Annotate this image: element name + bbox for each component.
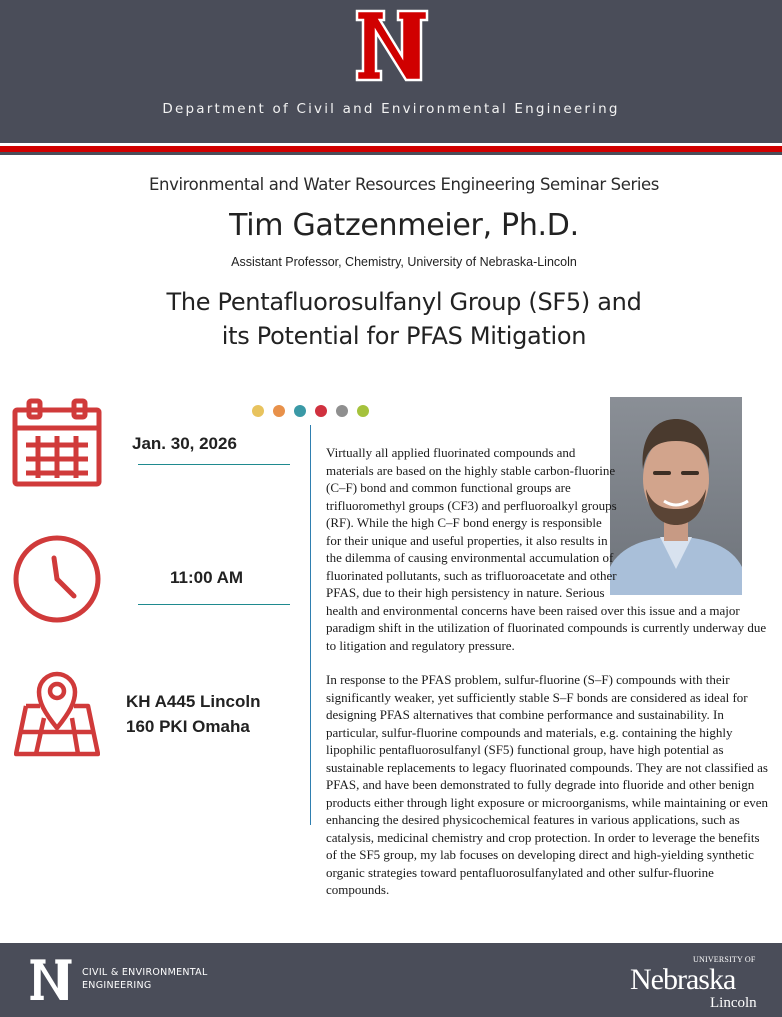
unl-wordmark <box>630 953 770 1013</box>
dot-grey <box>336 405 348 417</box>
time-underline <box>138 604 290 605</box>
vertical-divider <box>310 425 311 825</box>
calendar-icon <box>12 398 102 488</box>
speaker-name: Tim Gatzenmeier, Ph.D. <box>229 208 579 243</box>
nebraska-n-logo-icon <box>354 8 430 84</box>
unl-nebraska: Nebraska <box>630 963 736 996</box>
footer-banner <box>0 943 782 1017</box>
clock-icon <box>12 534 102 624</box>
unl-university-of: UNIVERSITY OF <box>693 955 756 964</box>
talk-title-line-2: its Potential for PFAS Mitigation <box>221 322 587 350</box>
unl-lincoln: Lincoln <box>710 995 757 1011</box>
date-underline <box>138 464 290 465</box>
dot-teal <box>294 405 306 417</box>
event-time: 11:00 AM <box>170 568 244 587</box>
footer-dept-line-2: ENGINEERING <box>82 979 152 991</box>
event-date: Jan. 30, 2026 <box>132 434 237 453</box>
grey-divider <box>0 152 782 155</box>
event-location <box>126 689 260 739</box>
dot-green <box>357 405 369 417</box>
abstract-paragraph-1: Virtually all applied fluorinated compounds and materials are based on the highly stable carbon-fluorine (C–F) bond and common functional groups are trifluoromethyl groups (CF3) and perfluoroalkyl groups (RF). While the high C–F bond energy is responsible for their unique and useful properties, it also results in the dilemma of causing environmental accumulation of fluorinated pollutants, such as trifluoroacetate and other PFAS, due to their high persistency in nature. Serious health and environmental concerns have been raised over this issue and a major paradigm shift in the utilization of fluorinated compounds is currently underway due to litigation and regulatory pressure. <box>326 445 767 653</box>
header-banner <box>0 0 782 143</box>
footer-department <box>82 967 208 992</box>
location-lincoln: KH A445 Lincoln <box>126 692 261 711</box>
talk-title <box>0 285 782 353</box>
seminar-series: Environmental and Water Resources Engineering Seminar Series <box>149 175 659 194</box>
speaker-affiliation: Assistant Professor, Chemistry, University of Nebraska-Lincoln <box>231 255 577 269</box>
location-omaha: 160 PKI Omaha <box>126 717 250 736</box>
dot-yellow <box>252 405 264 417</box>
footer-n-logo-icon <box>28 957 74 1003</box>
map-pin-icon <box>14 666 100 758</box>
talk-title-line-1: The Pentafluorosulfanyl Group (SF5) and <box>166 288 642 316</box>
abstract <box>326 444 770 916</box>
dot-orange <box>273 405 285 417</box>
department-name: Department of Civil and Environmental Engineering <box>162 101 620 117</box>
footer-dept-line-1: CIVIL & ENVIRONMENTAL <box>82 967 208 978</box>
abstract-paragraph-2: In response to the PFAS problem, sulfur-fluorine (S–F) compounds with their significantly weaker, yet sufficiently stable S–F bonds are considered as ideal for designing PFAS alternatives that combine performance and sustainability. In particular, sulfur-fluorine compounds and materials, e.g. containing the highly lipophilic pentafluorosulfanyl (SF5) functional group, have high potential as sustainable replacements to legacy fluorinated compounds. They are not classified as PFAS, and have been demonstrated to fully degrade into fluoride and other benign products either through light exposure or microorganisms, while maintaining or even enhancing the desired physicochemical features in various applications, such as catalysis, medicinal chemistry and crop protection. In order to leverage the benefits of the SF5 group, my lab focuses on developing direct and high-yielding synthetic organic strategies toward pentafluorosulfanylated and other sulfur-fluorine compounds. <box>326 672 769 897</box>
dot-red <box>315 405 327 417</box>
photo-spacer <box>618 444 770 596</box>
